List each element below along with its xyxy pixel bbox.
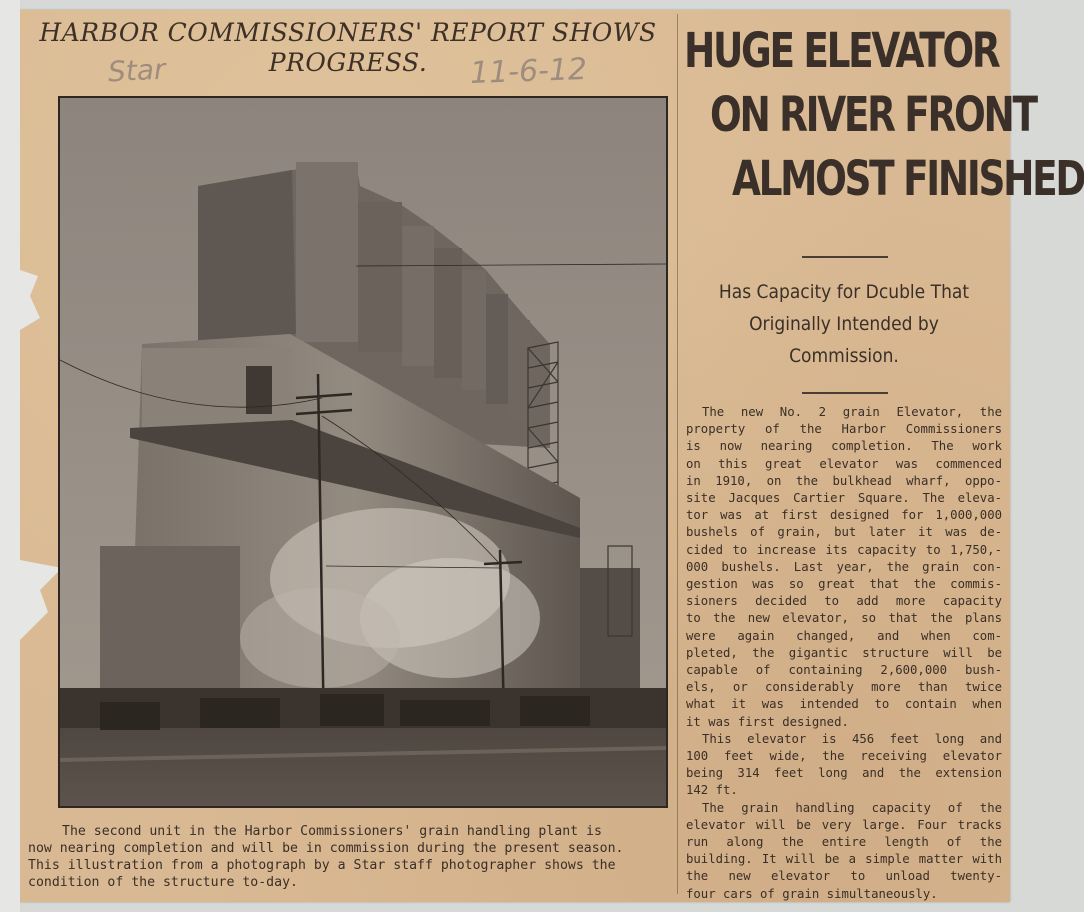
- headline-rule: [802, 256, 888, 258]
- body-line: it was first designed.: [686, 714, 849, 729]
- body-line: being 314 feet long and the extension: [686, 766, 1002, 781]
- caption-line: now nearing completion and will be in commission during the present season.: [28, 841, 624, 856]
- body-line: gestion was so great that the commis-: [686, 577, 1002, 592]
- body-line: sioners decided to add more capacity: [686, 594, 1002, 609]
- body-line: 142 ft.: [686, 783, 738, 798]
- body-line: property of the Harbor Commissioners: [686, 422, 1002, 437]
- torn-edge: [0, 0, 40, 912]
- left-headline-line: PROGRESS.: [268, 48, 428, 77]
- body-line: elevator will be very large. Four tracks: [686, 817, 1002, 832]
- body-line: The grain handling capacity of the: [702, 800, 1002, 815]
- body-line: in 1910, on the bulkhead wharf, oppo-: [686, 473, 1002, 488]
- body-line: tor was at first designed for 1,000,000: [686, 508, 1002, 523]
- body-line: 000 bushels. Last year, the grain con-: [686, 559, 1002, 574]
- caption-line: The second unit in the Harbor Commissioners' grain handling plant is: [62, 824, 602, 839]
- body-line: 100 feet wide, the receiving elevator: [686, 749, 1002, 764]
- body-line: were again changed, and when com-: [686, 628, 1002, 643]
- body-line: four cars of grain simultaneously.: [686, 886, 938, 901]
- body-line: pleted, the gigantic structure will be: [686, 645, 1002, 660]
- body-line: what it was intended to contain when: [686, 697, 1002, 712]
- body-line: This elevator is 456 feet long and: [702, 731, 1002, 746]
- column-divider: [677, 14, 678, 894]
- main-headline-line: ALMOST FINISHED: [732, 151, 1084, 207]
- subheadline-line: Has Capacity for Dcuble That: [718, 281, 970, 303]
- body-line: bushels of grain, but later it was de-: [686, 525, 1002, 540]
- body-line: to the new elevator, so that the plans: [686, 611, 1002, 626]
- grain-elevator-image: [60, 98, 666, 806]
- body-line: cided to increase its capacity to 1,750,-: [686, 542, 1002, 557]
- subheadline-line: Originally Intended by: [749, 313, 939, 335]
- pencil-annotation-date: 11-6-12: [469, 51, 588, 92]
- body-line: is now nearing completion. The work: [686, 439, 1002, 454]
- subheadline-line: Commission.: [789, 345, 899, 367]
- caption-line: This illustration from a photograph by a Star staff photographer shows the: [28, 858, 616, 873]
- subheadline-rule: [802, 392, 888, 394]
- body-line: building. It will be a simple matter with: [686, 852, 1002, 867]
- body-line: els, or considerably more than twice: [686, 680, 1002, 695]
- elevator-photograph: [58, 96, 668, 808]
- body-line: capable of containing 2,600,000 bush-: [686, 663, 1002, 678]
- body-line: the new elevator to unload twenty-: [686, 869, 1002, 884]
- pencil-annotation-star: Star: [107, 52, 167, 89]
- main-headline-line: HUGE ELEVATOR: [684, 23, 999, 79]
- main-headline-line: ON RIVER FRONT: [710, 87, 1036, 143]
- body-line: site Jacques Cartier Square. The eleva-: [686, 491, 1002, 506]
- body-line: The new No. 2 grain Elevator, the: [702, 405, 1002, 419]
- article-body: [686, 404, 1002, 903]
- caption-line: condition of the structure to-day.: [28, 875, 298, 890]
- photo-caption: [28, 823, 676, 891]
- subheadline: [700, 276, 988, 372]
- left-headline-line: HARBOR COMMISSIONERS' REPORT SHOWS: [39, 18, 657, 47]
- body-line: run along the entire length of the: [686, 835, 1002, 850]
- body-line: on this great elevator was commenced: [686, 456, 1002, 471]
